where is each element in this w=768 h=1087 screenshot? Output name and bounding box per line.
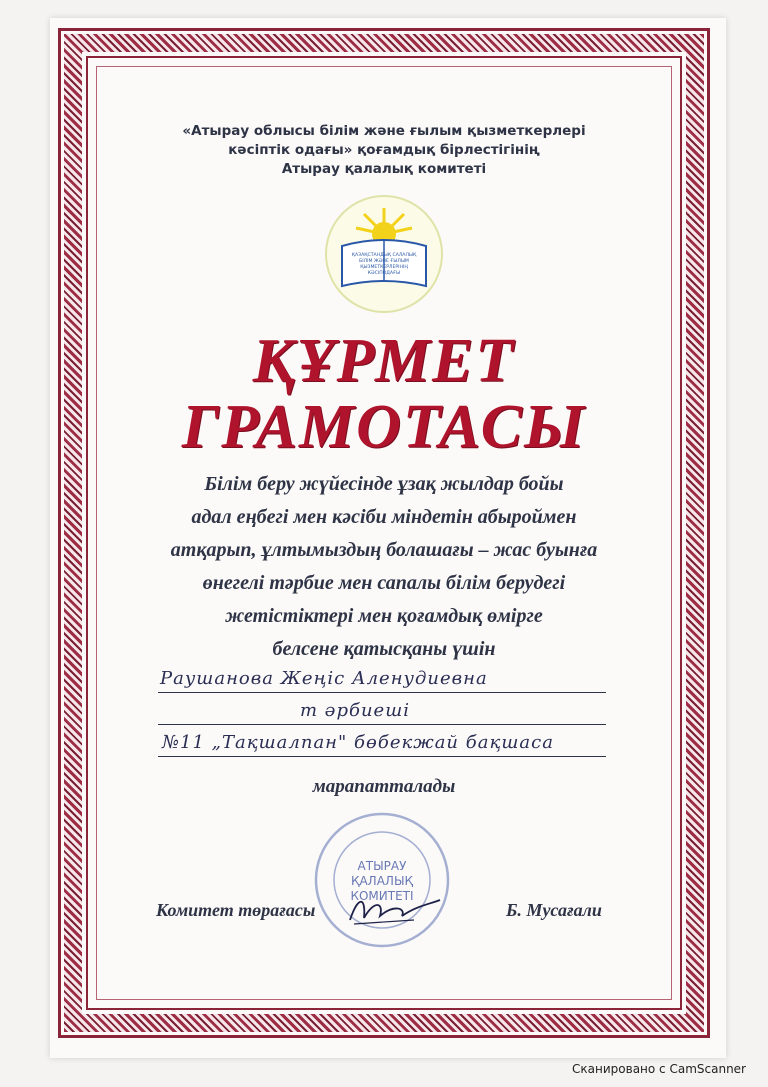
stamp-line-3: КОМИТЕТІ: [350, 889, 414, 903]
recipient-name: Раушанова Жеңіс Аленудиевна: [160, 668, 488, 689]
citation-line-1: Білім беру жүйесінде ұзақ жылдар бойы: [204, 473, 564, 495]
citation-line-3: атқарып, ұлтымыздың болашағы – жас буынға: [170, 539, 598, 561]
logo-text-2: БІЛІМ ЖӘНЕ ҒЫЛЫМ: [359, 259, 409, 264]
recipient-position: т әрбиеші: [300, 700, 411, 721]
recipient-place: №11 „Тақшалпан" бөбекжай бақшаса: [162, 732, 554, 753]
certificate-content: [100, 70, 668, 996]
citation-line-4: өнегелі тәрбие мен сапалы білім берудегі: [202, 572, 566, 594]
organization-line-3: Атырау қалалық комитеті: [281, 161, 487, 177]
stamp-line-1: АТЫРАУ: [357, 859, 407, 873]
citation-line-5: жетістіктері мен қоғамдық өмірге: [225, 605, 543, 627]
organization-header: [100, 122, 668, 179]
logo-text-1: ҚАЗАҚСТАНДЫҚ САЛАЛЫҚ: [351, 253, 417, 258]
stamp-line-2: ҚАЛАЛЫҚ: [350, 874, 414, 888]
citation-text: [100, 468, 668, 666]
signatory-role: Комитет төрағасы: [156, 900, 316, 920]
signatory-name: Б. Мусағали: [506, 900, 602, 920]
title-line-2: ГРАМОТАСЫ: [181, 393, 587, 461]
scanner-watermark: Сканировано с CamScanner: [572, 1062, 746, 1076]
logo-text-4: КӘСІПОДАҒЫ: [367, 271, 401, 276]
union-logo: [324, 194, 444, 314]
awarded-text: марапатталады: [312, 776, 456, 797]
citation-line-2: адал еңбегі мен кәсіби міндетін абыроймен: [191, 506, 577, 528]
organization-line-1: «Атырау облысы білім және ғылым қызметкерлері: [182, 123, 586, 139]
citation-line-6: белсене қатысқаны үшін: [272, 638, 496, 660]
organization-line-2: кәсіптік одағы» қоғамдық бірлестігінің: [228, 142, 540, 158]
signature-icon: [344, 890, 444, 930]
logo-text-3: ҚЫЗМЕТКЕРЛЕРІНІҢ: [360, 265, 408, 270]
title-line-1: ҚҰРМЕТ: [252, 327, 516, 395]
